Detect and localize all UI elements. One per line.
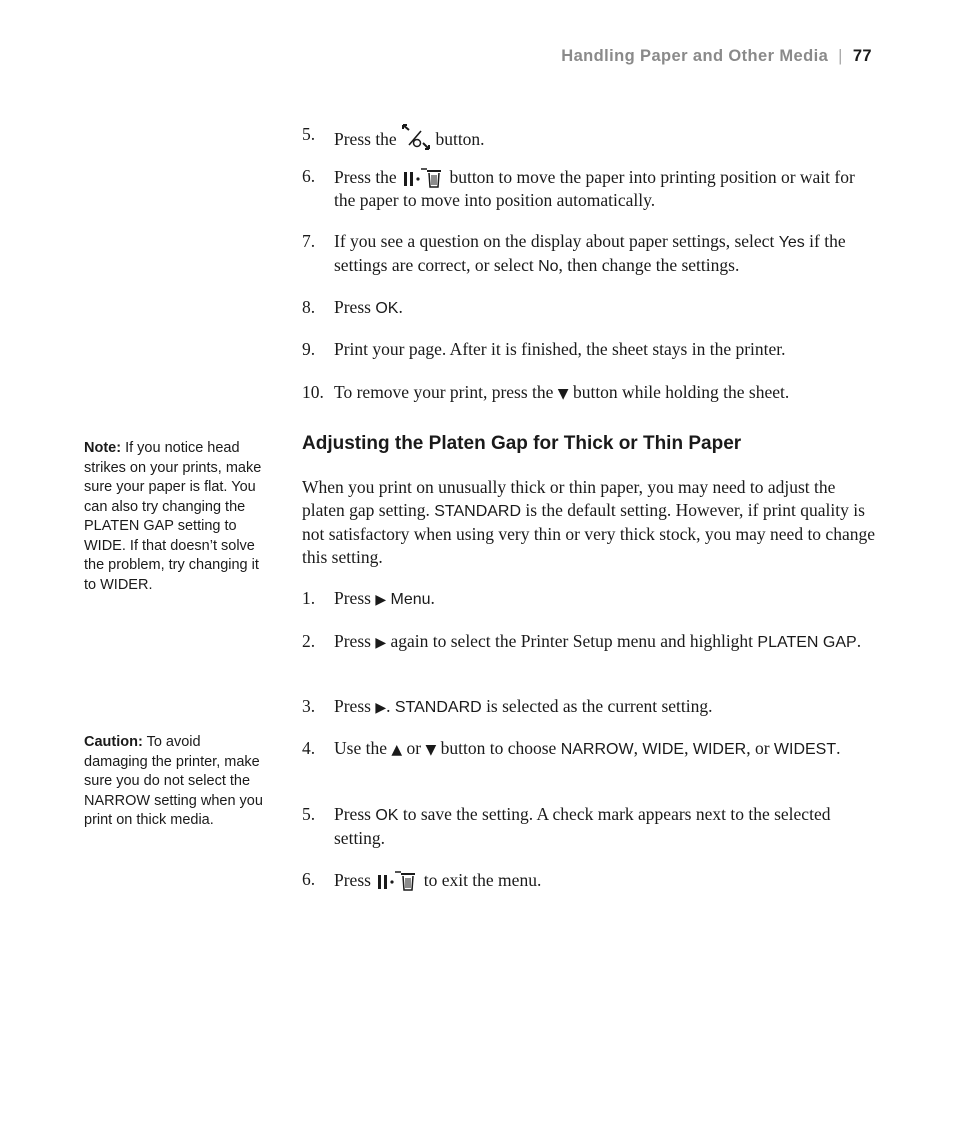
step-text: .	[398, 297, 403, 317]
ok-label: OK	[375, 300, 399, 317]
step-6-top	[302, 165, 877, 212]
step-2-bottom	[302, 630, 877, 655]
step-text: button while holding the sheet.	[572, 382, 790, 402]
step-text: Press the	[334, 167, 397, 187]
step-text: is selected as the current setting.	[486, 696, 713, 716]
narrow-option: NARROW	[560, 741, 634, 758]
ok-label: OK	[375, 807, 399, 824]
step-text: or	[406, 738, 422, 758]
note-sidebar	[84, 439, 264, 595]
right-arrow-icon: ▶	[375, 700, 387, 716]
step-7-top	[302, 230, 877, 278]
step-text: .	[430, 588, 435, 608]
menu-label: Menu	[390, 591, 431, 608]
step-text: to exit the menu.	[423, 870, 542, 890]
step-text: Press	[334, 297, 371, 317]
step-4-bottom: 4. Use the ▲ or ▼ button to choose NARROW, WIDE, WIDER, or WIDEST.	[302, 738, 841, 758]
running-header	[561, 47, 872, 66]
step-text: .	[386, 696, 391, 716]
page-number: 77	[852, 47, 872, 65]
step-number: 5.	[302, 804, 316, 824]
step-text: button to move the paper into printing position or wait for the paper to move into position automatically.	[334, 167, 855, 210]
step-text: .	[856, 631, 862, 651]
step-8-top	[302, 296, 877, 320]
right-arrow-icon: ▶	[375, 635, 387, 651]
wider-option: WIDER	[100, 576, 149, 593]
step-text: button.	[435, 129, 485, 149]
step-text: button to choose	[440, 738, 557, 758]
intro-text: When you print on unusually thick or thin paper, you may need to adjust the platen gap setting.	[302, 477, 836, 520]
step-10-top	[302, 381, 877, 406]
yes-option: Yes	[778, 234, 805, 251]
right-arrow-icon: ▶	[375, 592, 387, 608]
step-1-bottom	[302, 587, 877, 612]
note-text: If you notice head strikes on your prints, make sure your paper is flat. You can also try changing the PLATEN GAP setting to	[84, 440, 262, 534]
step-number: 6.	[302, 166, 316, 186]
step-text: Press	[334, 696, 371, 716]
step-number: 1.	[302, 588, 316, 608]
step-text: Press	[334, 870, 371, 890]
step-number: 3.	[302, 696, 316, 716]
media-type-icon	[401, 123, 431, 151]
section-title: Handling Paper and Other Media	[561, 47, 829, 65]
step-number: 9.	[302, 339, 316, 359]
step-number: 10.	[302, 382, 324, 402]
step-text: .	[836, 738, 841, 758]
caution-text: To avoid damaging the printer, make sure you do not select the	[84, 734, 260, 789]
step-9-top	[302, 338, 877, 361]
up-arrow-icon: ▲	[391, 742, 403, 758]
step-number: 7.	[302, 231, 316, 251]
no-option: No	[538, 258, 559, 275]
wide-option: WIDE	[84, 537, 122, 554]
wide-option: WIDE	[642, 741, 685, 758]
step-5-top	[302, 123, 877, 151]
step-text: Press	[334, 588, 371, 608]
step-text: , then change the settings.	[558, 255, 740, 275]
step-text: To remove your print, press the	[334, 382, 554, 402]
down-arrow-icon: ▼	[425, 742, 437, 758]
step-text: If you see a question on the display about paper settings, select	[334, 231, 775, 251]
step-5-bottom	[302, 803, 877, 850]
header-separator: |	[838, 47, 843, 65]
intro-text: is the default setting. However, if print quality is not satisfactory when using very thin or very thick stock, you may need to change this setting.	[302, 500, 875, 567]
caution-label: Caution:	[84, 734, 143, 750]
step-text: Press	[334, 631, 371, 651]
step-text: Use the	[334, 738, 387, 758]
step-text: , or	[746, 738, 770, 758]
note-text: .	[148, 576, 153, 593]
standard-setting: STANDARD	[434, 503, 522, 520]
step-text: if the settings are correct, or select	[334, 231, 846, 275]
caution-text: setting when you print on thick media.	[84, 792, 263, 828]
wider-option: WIDER	[692, 741, 747, 758]
step-3-bottom	[302, 695, 877, 720]
down-arrow-icon: ▼	[557, 386, 569, 402]
caution-sidebar	[84, 733, 264, 831]
note-text: . If that doesn’t solve the problem, try changing it to	[84, 537, 259, 593]
step-text: Press	[334, 804, 371, 824]
pause-cancel-icon	[375, 868, 419, 892]
step-text: again to select the Printer Setup menu and highlight	[390, 631, 754, 651]
widest-option: WIDEST	[773, 741, 837, 758]
platen-gap-label: PLATEN GAP	[757, 634, 857, 651]
step-text: Print your page. After it is finished, the sheet stays in the printer.	[334, 339, 786, 359]
intro-paragraph	[302, 476, 877, 569]
step-6-bottom	[302, 868, 877, 892]
step-text: to save the setting. A check mark appears next to the selected setting.	[334, 804, 831, 848]
step-number: 8.	[302, 297, 316, 317]
section-heading: Adjusting the Platen Gap for Thick or Thin Paper	[302, 433, 742, 454]
standard-setting: STANDARD	[394, 699, 482, 716]
note-label: Note:	[84, 440, 122, 456]
step-number: 6.	[302, 869, 316, 889]
step-number: 4.	[302, 738, 316, 758]
step-number: 5.	[302, 124, 316, 144]
pause-cancel-icon	[401, 165, 445, 189]
step-text: Press the	[334, 129, 397, 149]
narrow-option: NARROW	[84, 792, 151, 809]
step-number: 2.	[302, 631, 316, 651]
